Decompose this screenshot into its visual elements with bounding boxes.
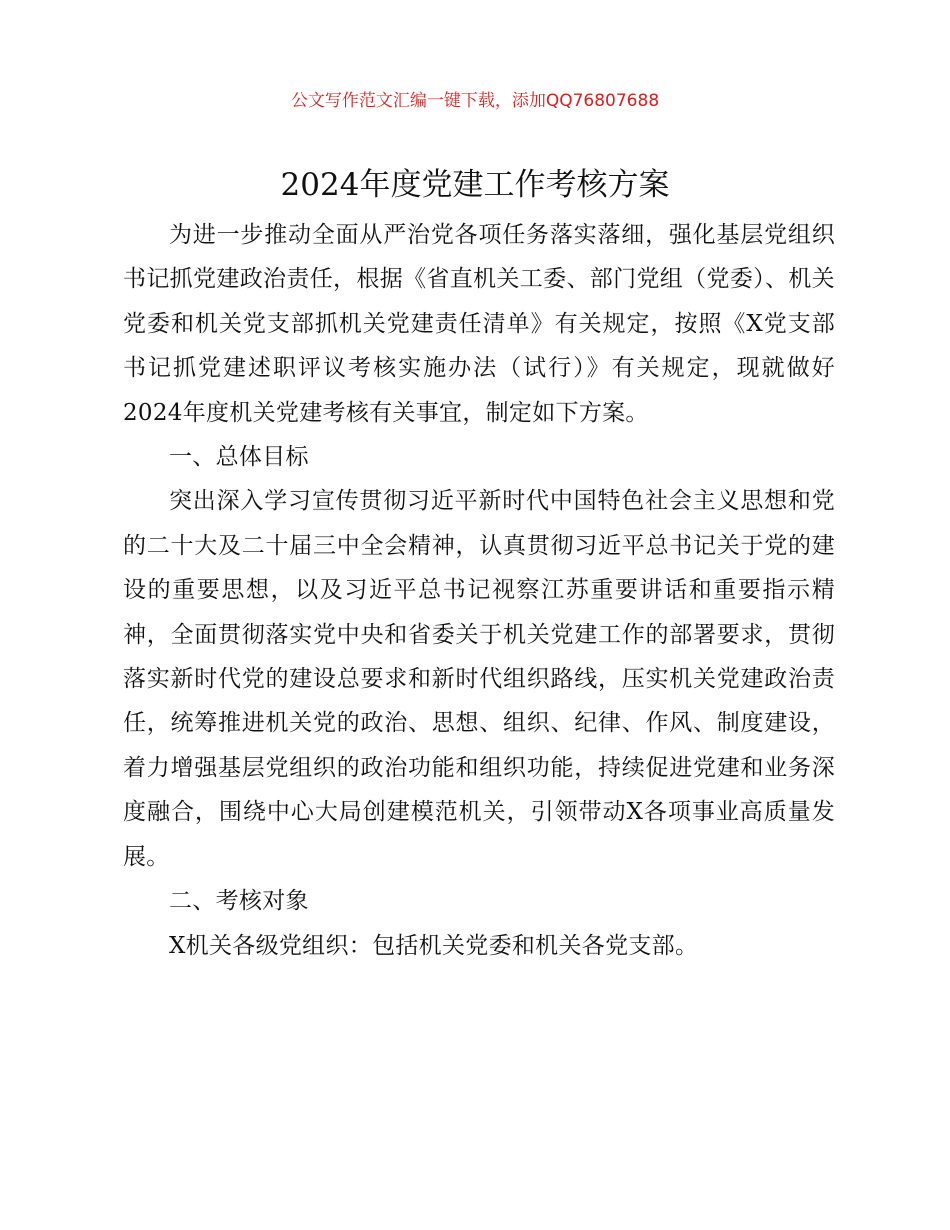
section-heading-targets: 二、考核对象 [169, 888, 309, 915]
section-heading-goals: 一、总体目标 [169, 444, 309, 471]
document-title: 2024年度党建工作考核方案 [280, 167, 670, 203]
targets-paragraph: X机关各级党组织：包括机关党委和机关各党支部。 [169, 932, 699, 959]
intro-paragraph: 为进一步推动全面从严治党各项任务落实落细，强化基层党组织书记抓党建政治责任，根据《省直机关工委、部门党组（党委）、机关党委和机关党支部抓机关党建责任清单》有关规定，按照《X党支部书记抓党建述职评议考核实施办法（试行）》有关规定，现就做好2024年度机关党建考核有关事宜，制定如下方案。 [123, 222, 835, 426]
download-banner: 公文写作范文汇编一键下载，添加QQ76807688 [290, 91, 660, 111]
goals-paragraph: 突出深入学习宣传贯彻习近平新时代中国特色社会主义思想和党的二十大及二十届三中全会精神，认真贯彻习近平总书记关于党的建设的重要思想，以及习近平总书记视察江苏重要讲话和重要指示精神，全面贯彻落实党中央和省委关于机关党建工作的部署要求，贯彻落实新时代党的建设总要求和新时代组织路线，压实机关党建政治责任，统筹推进机关党的政治、思想、组织、纪律、作风、制度建设，着力增强基层党组织的政治功能和组织功能，持续促进党建和业务深度融合，围绕中心大局创建模范机关，引领带动X各项事业高质量发展。 [123, 488, 835, 870]
document-body [123, 213, 835, 968]
